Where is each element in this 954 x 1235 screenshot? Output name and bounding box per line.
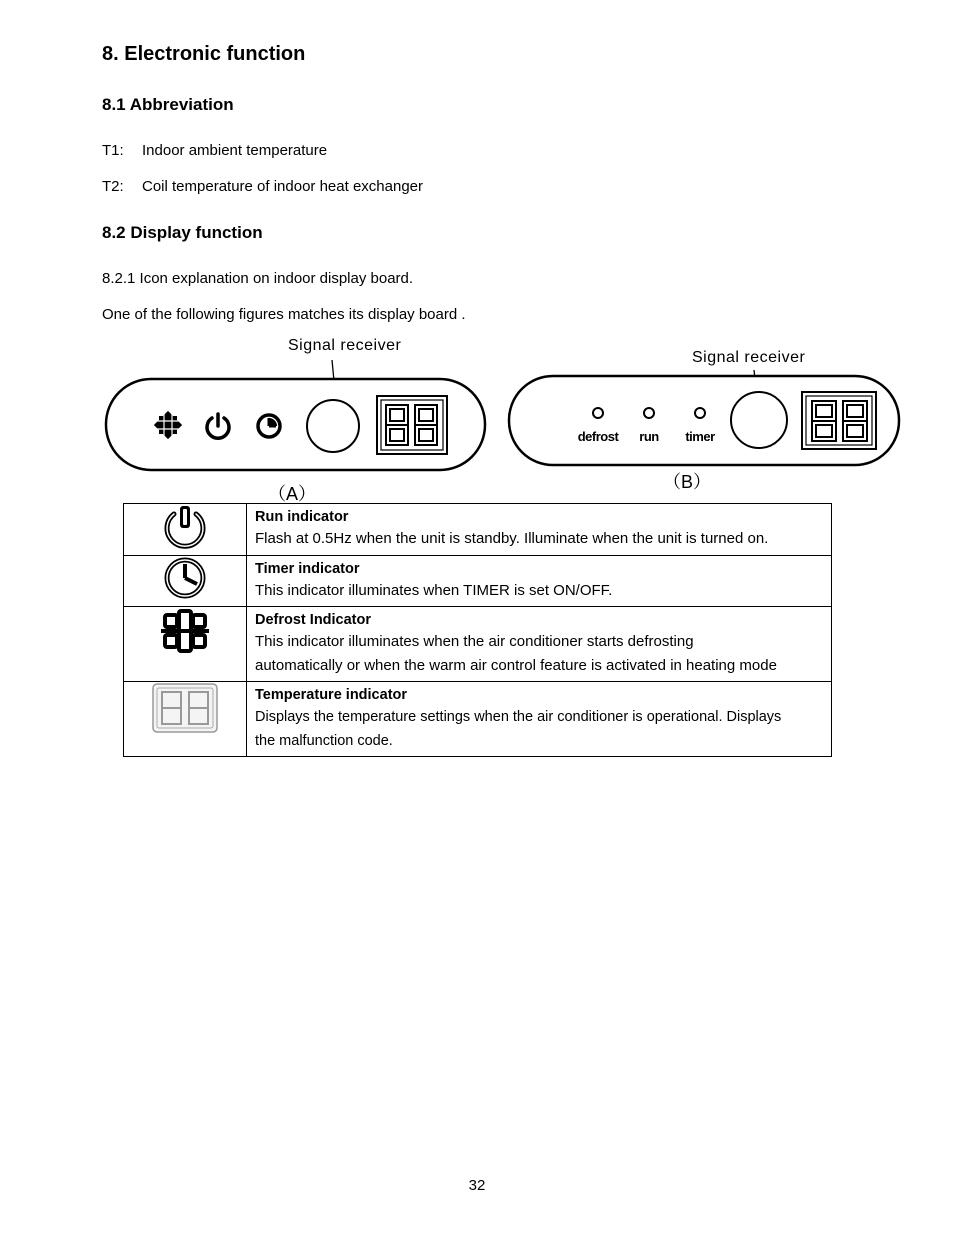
timer-led: [695, 408, 705, 418]
row-title: Defrost Indicator: [255, 612, 372, 628]
row-text: Displays the temperature settings when the air conditioner is operational. Displays: [255, 709, 782, 725]
defrost-led: [593, 408, 603, 418]
section-abbreviation-title: 8.1 Abbreviation: [102, 95, 234, 114]
display-board-figure: [0, 330, 954, 505]
table-row: [124, 607, 832, 682]
seven-segment-icon: [151, 682, 219, 734]
table-row: [124, 556, 832, 607]
panel-a: [106, 337, 485, 504]
defrost-icon: [159, 607, 211, 655]
panel-b-caption: （B）: [663, 472, 712, 492]
table-row: [124, 504, 832, 556]
display-para-2: One of the following figures matches its display board .: [102, 306, 466, 323]
panel-a-signal-receiver: [307, 400, 359, 452]
temperature-indicator-desc: [247, 682, 832, 757]
run-led: [644, 408, 654, 418]
abbrev-row-t1: [102, 142, 327, 159]
abbrev-value: Coil temperature of indoor heat exchanger: [142, 178, 424, 195]
icon-cell: [124, 504, 247, 556]
icon-explanation-table: [123, 503, 832, 757]
run-led-label: run: [639, 429, 659, 444]
row-title: Temperature indicator: [255, 687, 408, 703]
panel-a-signal-label: Signal receiver: [288, 337, 402, 354]
row-title: Run indicator: [255, 509, 349, 525]
panel-b-seven-segment-display: [802, 392, 876, 449]
abbrev-key: T2:: [102, 178, 124, 195]
row-text: This indicator illuminates when the air conditioner starts defrosting: [255, 633, 694, 650]
abbrev-row-t2: [102, 178, 423, 195]
panel-b: [509, 349, 899, 492]
abbrev-value: Indoor ambient temperature: [142, 142, 328, 159]
row-text: This indicator illuminates when TIMER is set ON/OFF.: [255, 582, 613, 599]
display-para-1: 8.2.1 Icon explanation on indoor display board.: [102, 270, 414, 287]
row-text: the malfunction code.: [255, 733, 393, 749]
power-icon: [160, 504, 210, 550]
run-indicator-desc: [247, 504, 832, 556]
icon-cell: [124, 607, 247, 682]
page-number: 32: [468, 1177, 486, 1194]
panel-b-signal-label: Signal receiver: [692, 349, 806, 366]
page-heading: 8. Electronic function: [102, 43, 306, 65]
defrost-indicator-desc: [247, 607, 832, 682]
timer-indicator-desc: [247, 556, 832, 607]
row-text: automatically or when the warm air control feature is activated in heating mode: [255, 657, 777, 674]
section-display-title: 8.2 Display function: [102, 223, 263, 242]
row-title: Timer indicator: [255, 561, 360, 577]
panel-a-seven-segment-display: [377, 396, 447, 454]
panel-a-caption: （A）: [268, 484, 317, 504]
table-row: [124, 682, 832, 757]
timer-icon: [162, 556, 208, 600]
panel-b-signal-receiver: [731, 392, 787, 448]
icon-cell: [124, 682, 247, 757]
timer-led-label: timer: [685, 429, 715, 444]
row-text: Flash at 0.5Hz when the unit is standby. Illuminate when the unit is turned on.: [255, 530, 769, 547]
abbrev-key: T1:: [102, 142, 124, 159]
defrost-led-label: defrost: [577, 429, 619, 444]
icon-cell: [124, 556, 247, 607]
